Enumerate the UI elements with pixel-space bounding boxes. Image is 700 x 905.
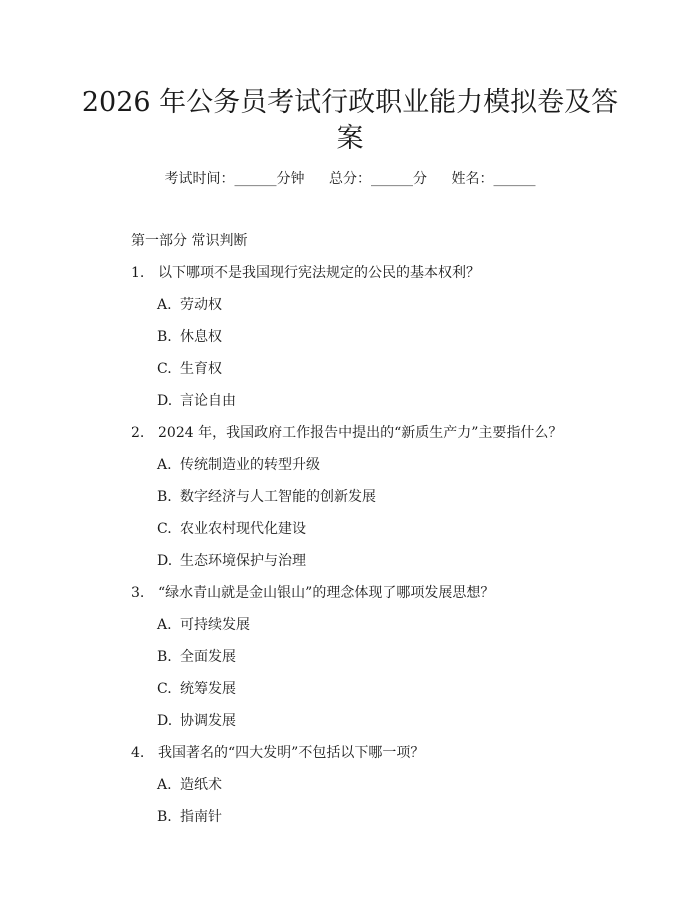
exam-time-field: 考试时间：______分钟 <box>164 171 305 187</box>
option-text: 统筹发展 <box>180 681 236 697</box>
question-3 <box>131 584 651 602</box>
option-text: 传统制造业的转型升级 <box>180 457 320 473</box>
option-letter: A. <box>157 777 172 793</box>
option-text: 农业农村现代化建设 <box>180 521 306 537</box>
option-letter: B. <box>157 809 172 825</box>
option-2b <box>157 488 637 506</box>
option-text: 可持续发展 <box>180 617 250 633</box>
option-text: 协调发展 <box>180 713 236 729</box>
question-1 <box>131 264 651 282</box>
option-3c <box>157 680 637 698</box>
question-text: 2024 年，我国政府工作报告中提出的“新质生产力”主要指什么？ <box>158 425 563 441</box>
question-text: “绿水青山就是金山银山”的理念体现了哪项发展思想？ <box>158 585 495 601</box>
option-text: 指南针 <box>180 809 222 825</box>
option-1b <box>157 328 637 346</box>
option-1a <box>157 296 637 314</box>
option-2a <box>157 456 637 474</box>
option-letter: D. <box>157 713 173 729</box>
option-text: 劳动权 <box>180 297 222 313</box>
option-letter: D. <box>157 393 173 409</box>
option-letter: C. <box>157 681 172 697</box>
question-text: 我国著名的“四大发明”不包括以下哪一项？ <box>158 745 425 761</box>
option-text: 休息权 <box>180 329 222 345</box>
option-3d <box>157 712 637 730</box>
option-2d <box>157 552 637 570</box>
option-text: 数字经济与人工智能的创新发展 <box>180 489 376 505</box>
question-2 <box>131 424 651 442</box>
option-letter: A. <box>157 297 172 313</box>
question-number: 1. <box>131 265 145 281</box>
option-letter: B. <box>157 649 172 665</box>
option-text: 全面发展 <box>180 649 236 665</box>
exam-info-row <box>0 170 700 188</box>
option-letter: B. <box>157 329 172 345</box>
question-text: 以下哪项不是我国现行宪法规定的公民的基本权利？ <box>158 265 480 281</box>
name-field: 姓名：______ <box>451 171 536 187</box>
option-letter: C. <box>157 361 172 377</box>
question-number: 2. <box>131 425 145 441</box>
total-score-field: 总分：______分 <box>329 171 427 187</box>
document-title-line-1: 2026 年公务员考试行政职业能力模拟卷及答 <box>81 87 619 118</box>
option-letter: C. <box>157 521 172 537</box>
option-letter: D. <box>157 553 173 569</box>
option-text: 生育权 <box>180 361 222 377</box>
option-4b <box>157 808 637 826</box>
option-3a <box>157 616 637 634</box>
question-number: 3. <box>131 585 145 601</box>
question-4 <box>131 744 651 762</box>
question-number: 4. <box>131 745 145 761</box>
option-letter: A. <box>157 617 172 633</box>
option-1d <box>157 392 637 410</box>
option-text: 生态环境保护与治理 <box>180 553 306 569</box>
option-3b <box>157 648 637 666</box>
option-letter: A. <box>157 457 172 473</box>
option-4a <box>157 776 637 794</box>
option-1c <box>157 360 637 378</box>
option-text: 造纸术 <box>180 777 222 793</box>
option-letter: B. <box>157 489 172 505</box>
option-text: 言论自由 <box>180 393 236 409</box>
option-2c <box>157 520 637 538</box>
document-title-line-2: 案 <box>336 123 364 154</box>
section-title: 第一部分 常识判断 <box>131 233 248 249</box>
